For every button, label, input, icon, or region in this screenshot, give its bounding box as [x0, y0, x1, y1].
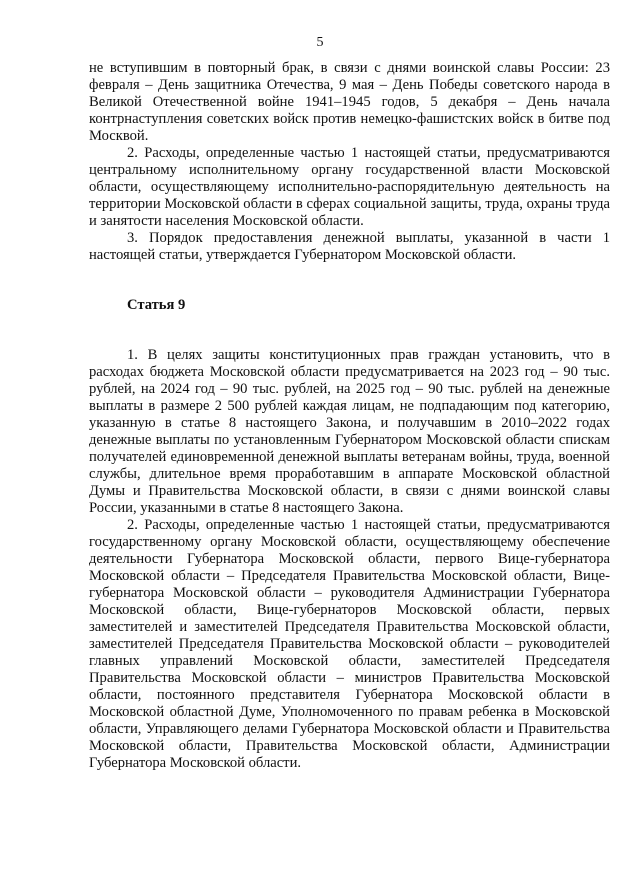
article-paragraph-2: 2. Расходы, определенные частью 1 настоящей статьи, предусматриваются государственному органу Московской области, осуществляющему обеспечение деятельности Губернатора Московской области, первого Вице-губернатора Московской области – Председателя Правительства Московской области, Вице-губернатора Московской области – руководителя Администрации Губернатора Московской области, Вице-губернаторов Московской области, первых заместителей и заместителей Председателя Правительства Московской области, заместителей Председателя Правительства Московской области – руководителей главных управлений Московской области, заместителей Председателя Правительства Московской области – министров Правительства Московской области, постоянного представителя Губернатора Московской области в Московской областной Думе, Уполномоченного по правам ребенка в Московской области, Управляющего делами Губернатора Московской области и Правительства Московской области, Правительства Московской области, Администрации Губернатора Московской области.	[89, 517, 610, 771]
paragraph-item-2: 2. Расходы, определенные частью 1 настоящей статьи, предусматриваются центральному исполнительному органу государственной власти Московской области, осуществляющему исполнительно-распорядительную деятельность на территории Московской области в сферах социальной защиты, труда, охраны труда и занятости населения Московской области.	[89, 145, 610, 229]
page-number: 5	[316, 35, 324, 50]
paragraph-continuation: не вступившим в повторный брак, в связи с днями воинской славы России: 23 февраля – День защитника Отечества, 9 мая – День Победы советского народа в Великой Отечественной войне 1941–1945 годов, 5 декабря – День начала контрнаступления советских войск против немецко-фашистских войск в битве под Москвой.	[89, 60, 610, 144]
document-body	[89, 60, 610, 772]
article-heading: Статья 9	[127, 297, 186, 313]
article-paragraph-1: 1. В целях защиты конституционных прав граждан установить, что в расходах бюджета Московской области предусматривается на 2023 год – 90 тыс. рублей, на 2024 год – 90 тыс. рублей, на 2025 год – 90 тыс. рублей на денежные выплаты в размере 2 500 рублей каждая лицам, не подпадающим под категорию, указанную в статье 8 настоящего Закона, и получавшим в 2010–2022 годах денежные выплаты по установленным Губернатором Московской области спискам получателей единовременной денежной выплаты ветеранам войны, труда, военной службы, длительное время проработавшим в аппарате Московской областной Думы и Правительства Московской области, в связи с днями воинской славы России, указанными в статье 8 настоящего Закона.	[89, 347, 610, 516]
paragraph-item-3: 3. Порядок предоставления денежной выплаты, указанной в части 1 настоящей статьи, утверждается Губернатором Московской области.	[89, 230, 610, 263]
